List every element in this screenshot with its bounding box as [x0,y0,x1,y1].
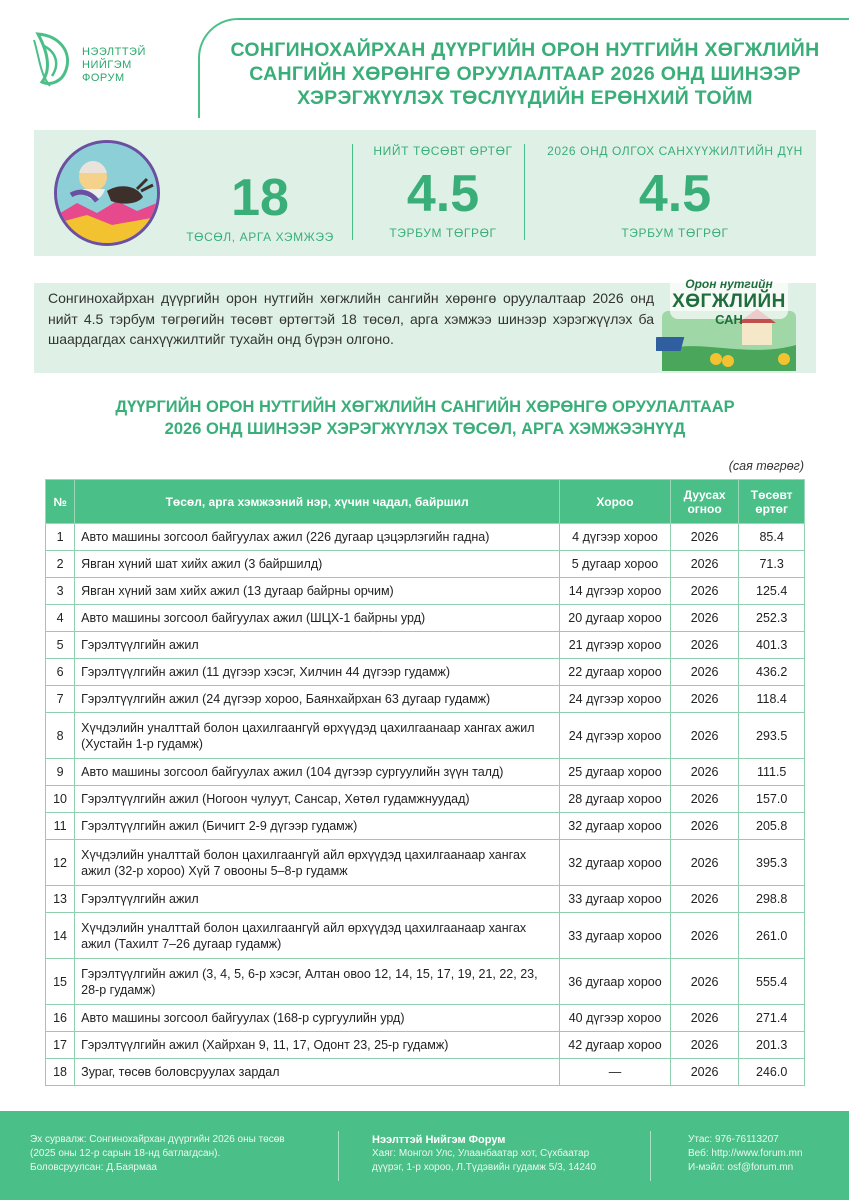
cell-end-year: 2026 [670,759,738,786]
cell-no: 14 [46,913,75,959]
table-row [46,786,805,813]
footer-source-line-1: Эх сурвалж: Сонгинохайрхан дүүргийн 2026 оны төсөв [30,1134,285,1145]
footer-source [30,1133,320,1175]
cell-no: 16 [46,1005,75,1032]
cell-project-name: Зураг, төсөв боловсруулах зардал [75,1059,560,1086]
development-fund-badge [656,271,802,373]
stat-divider [352,144,353,240]
cell-no: 9 [46,759,75,786]
cell-end-year: 2026 [670,959,738,1005]
cell-no: 10 [46,786,75,813]
cell-end-year: 2026 [670,551,738,578]
stat-budget-label: ТЭРБУМ ТӨГРӨГ [389,226,497,240]
cell-no: 7 [46,686,75,713]
stat-budget-caption: НИЙТ ТӨСӨВТ ӨРТӨГ [373,144,513,158]
cell-no: 3 [46,578,75,605]
cell-amount: 261.0 [739,913,805,959]
intro-box [34,277,816,373]
page-title-line-3: ХЭРЭГЖҮҮЛЭХ ТӨСЛҮҮДИЙН ЕРӨНХИЙ ТОЙМ [297,87,753,109]
cell-project-name: Авто машины зогсоол байгуулах ажил (ШЦХ-1 байрны урд) [75,605,560,632]
cell-project-name: Явган хүний зам хийх ажил (13 дугаар байрны орчим) [75,578,560,605]
footer-org-address-1: Хаяг: Монгол Улс, Улаанбаатар хот, Сүхбаатар [372,1148,590,1159]
footer-contacts [688,1133,838,1175]
intro-text: Сонгинохайрхан дүүргийн орон нутгийн хөгжлийн сангийн хөрөнгө оруулалтаар 2026 онд нийт 4.5 тэрбум төгрөгийн төсөвт өртөгтэй 18 төсөл, арга хэмжээ шинээр хэрэгжүүлэх ба шаардагдах санхүүжилтийг тухайн онд бүрэн олгоно. [48,290,654,347]
cell-khoroo: 4 дүгээр хороо [560,524,671,551]
cell-khoroo: 28 дугаар хороо [560,786,671,813]
cell-amount: 246.0 [739,1059,805,1086]
badge-line-2: ХӨГЖЛИЙН [672,291,786,312]
cell-project-name: Гэрэлтүүлгийн ажил [75,886,560,913]
page-title [220,38,830,110]
cell-khoroo: 32 дугаар хороо [560,840,671,886]
cell-no: 15 [46,959,75,1005]
footer-org-address-2: дүүрэг, 1-р хороо, Л.Түдэвийн гудамж 5/3, 14240 [372,1162,597,1173]
cell-amount: 201.3 [739,1032,805,1059]
table-body [46,524,805,1086]
stat-budget-value: 4.5 [406,165,480,223]
cell-end-year: 2026 [670,840,738,886]
cell-amount: 118.4 [739,686,805,713]
cell-end-year: 2026 [670,886,738,913]
brand-line-1: НЭЭЛТТЭЙ [82,46,146,58]
header-amount-line-2: өртөг [755,501,789,516]
cell-khoroo: 40 дүгээр хороо [560,1005,671,1032]
table-row [46,959,805,1005]
badge-line-1: Орон нутгийн [685,277,773,291]
cell-amount: 125.4 [739,578,805,605]
cell-project-name: Явган хүний шат хийх ажил (3 байршилд) [75,551,560,578]
table-row [46,578,805,605]
table-row [46,524,805,551]
cell-end-year: 2026 [670,786,738,813]
cell-project-name: Хүчдэлийн уналттай болон цахилгаангүй айл өрхүүдэд цахилгаанаар хангах ажил (32-р хороо) Хүй 7 овооны 5–8-р гудамж [75,840,560,886]
cell-no: 12 [46,840,75,886]
cell-khoroo: 5 дугаар хороо [560,551,671,578]
brand-line-2: НИЙГЭМ [82,59,132,71]
stat-budget [354,144,532,240]
cell-no: 5 [46,632,75,659]
cell-no: 11 [46,813,75,840]
table-row [46,1059,805,1086]
cell-end-year: 2026 [670,713,738,759]
stat-divider [524,144,525,240]
emblem-illustration-icon [57,143,157,243]
cell-end-year: 2026 [670,1059,738,1086]
cell-khoroo: — [560,1059,671,1086]
page-title-line-1: СОНГИНОХАЙРХАН ДҮҮРГИЙН ОРОН НУТГИЙН ХӨГЖЛИЙН [230,39,820,61]
table-row [46,913,805,959]
table-row [46,659,805,686]
cell-khoroo: 42 дугаар хороо [560,1032,671,1059]
stat-projects-value: 18 [231,169,289,227]
header-year-line-1: Дуусах [683,487,726,502]
header-amount-line-1: Төсөвт [750,487,793,502]
table-row [46,759,805,786]
cell-no: 8 [46,713,75,759]
cell-project-name: Гэрэлтүүлгийн ажил (Хайрхан 9, 11, 17, Одонт 23, 25-р гудамж) [75,1032,560,1059]
footer-divider [650,1131,651,1181]
cell-amount: 111.5 [739,759,805,786]
cell-amount: 71.3 [739,551,805,578]
section-title-line-2: 2026 ОНД ШИНЭЭР ХЭРЭГЖҮҮЛЭХ ТӨСӨЛ, АРГА ХЭМЖЭЭНҮҮД [164,420,686,438]
cell-end-year: 2026 [670,1005,738,1032]
cell-no: 1 [46,524,75,551]
cell-khoroo: 24 дүгээр хороо [560,713,671,759]
district-emblem [54,140,160,246]
table-row [46,1032,805,1059]
brand-line-3: ФОРУМ [82,72,125,84]
cell-khoroo: 33 дугаар хороо [560,886,671,913]
forum-leaf-icon [30,30,76,90]
table-header-row [46,480,805,524]
cell-end-year: 2026 [670,605,738,632]
table-row [46,886,805,913]
footer-org-name: Нээлттэй Нийгэм Форум [372,1134,506,1146]
cell-project-name: Авто машины зогсоол байгуулах (168-р сургуулийн урд) [75,1005,560,1032]
cell-khoroo: 25 дугаар хороо [560,759,671,786]
table-row [46,686,805,713]
cell-project-name: Авто машины зогсоол байгуулах ажил (104 дүгээр сургуулийн зүүн талд) [75,759,560,786]
cell-khoroo: 20 дугаар хороо [560,605,671,632]
cell-khoroo: 14 дүгээр хороо [560,578,671,605]
footer-web-link[interactable]: Веб: http://www.forum.mn [688,1148,803,1159]
footer-source-line-3: Боловсруулсан: Д.Баярмаа [30,1162,157,1173]
cell-amount: 252.3 [739,605,805,632]
cell-khoroo: 21 дүгээр хороо [560,632,671,659]
cell-amount: 395.3 [739,840,805,886]
cell-khoroo: 22 дугаар хороо [560,659,671,686]
cell-no: 4 [46,605,75,632]
cell-end-year: 2026 [670,1032,738,1059]
cell-amount: 401.3 [739,632,805,659]
cell-amount: 205.8 [739,813,805,840]
table-row [46,840,805,886]
table-row [46,1005,805,1032]
cell-project-name: Гэрэлтүүлгийн ажил [75,632,560,659]
cell-end-year: 2026 [670,659,738,686]
header-year [670,480,738,524]
stat-funding [534,144,816,240]
brand-logo [30,30,180,100]
cell-no: 2 [46,551,75,578]
cell-project-name: Гэрэлтүүлгийн ажил (Ногоон чулуут, Сансар, Хөтөл гудамжнуудад) [75,786,560,813]
cell-khoroo: 24 дүгээр хороо [560,686,671,713]
section-title-line-1: ДҮҮРГИЙН ОРОН НУТГИЙН ХӨГЖЛИЙН САНГИЙН ХӨРӨНГӨ ОРУУЛАЛТААР [115,398,735,416]
cell-amount: 271.4 [739,1005,805,1032]
cell-end-year: 2026 [670,578,738,605]
stats-band [34,130,816,256]
header-no: № [46,480,75,524]
cell-end-year: 2026 [670,524,738,551]
header-khoroo: Хороо [560,480,671,524]
stat-funding-label: ТЭРБУМ ТӨГРӨГ [621,226,729,240]
footer-divider [338,1131,339,1181]
table-row [46,551,805,578]
footer-email-link[interactable]: И-мэйл: osf@forum.mn [688,1162,794,1173]
table-row [46,632,805,659]
cell-khoroo: 32 дугаар хороо [560,813,671,840]
cell-khoroo: 33 дугаар хороо [560,913,671,959]
cell-end-year: 2026 [670,686,738,713]
cell-amount: 436.2 [739,659,805,686]
badge-line-3: САН [715,312,743,327]
stat-funding-value: 4.5 [638,165,712,223]
cell-amount: 85.4 [739,524,805,551]
header-amount [739,480,805,524]
cell-khoroo: 36 дугаар хороо [560,959,671,1005]
footer-org [372,1133,642,1175]
cell-no: 13 [46,886,75,913]
footer-phone: Утас: 976-76113207 [688,1134,779,1145]
footer-source-line-2: (2025 оны 12-р сарын 18-нд батлагдсан). [30,1148,221,1159]
footer [0,1111,849,1200]
cell-end-year: 2026 [670,813,738,840]
cell-project-name: Авто машины зогсоол байгуулах ажил (226 дугаар цэцэрлэгийн гадна) [75,524,560,551]
cell-no: 18 [46,1059,75,1086]
header-year-line-2: огноо [687,501,722,516]
cell-project-name: Гэрэлтүүлгийн ажил (11 дүгээр хэсэг, Хилчин 44 дүгээр гудамж) [75,659,560,686]
cell-amount: 298.8 [739,886,805,913]
cell-project-name: Хүчдэлийн уналттай болон цахилгаангүй өрхүүдэд цахилгаанаар хангах ажил (Хустайн 1-р гудамж) [75,713,560,759]
unit-note: (сая төгрөг) [728,459,804,473]
table-row [46,813,805,840]
stat-funding-caption: 2026 ОНД ОЛГОХ САНХҮҮЖИЛТИЙН ДҮН [547,144,803,158]
brand-name [82,46,146,85]
cell-no: 6 [46,659,75,686]
section-title [60,396,790,440]
cell-amount: 555.4 [739,959,805,1005]
cell-amount: 157.0 [739,786,805,813]
cell-amount: 293.5 [739,713,805,759]
projects-table [45,479,805,1086]
cell-project-name: Гэрэлтүүлгийн ажил (Бичигт 2-9 дүгээр гудамж) [75,813,560,840]
header-name: Төсөл, арга хэмжээний нэр, хүчин чадал, байршил [75,480,560,524]
stat-projects [160,170,360,244]
cell-project-name: Гэрэлтүүлгийн ажил (3, 4, 5, 6-р хэсэг, Алтан овоо 12, 14, 15, 17, 19, 21, 22, 23, 28-р гудамж) [75,959,560,1005]
table-row [46,713,805,759]
cell-no: 17 [46,1032,75,1059]
table-row [46,605,805,632]
cell-end-year: 2026 [670,632,738,659]
cell-project-name: Хүчдэлийн уналттай болон цахилгаангүй айл өрхүүдэд цахилгаанаар хангах ажил (Тахилт 7–26 дугаар гудамж) [75,913,560,959]
cell-end-year: 2026 [670,913,738,959]
cell-project-name: Гэрэлтүүлгийн ажил (24 дүгээр хороо, Баянхайрхан 63 дугаар гудамж) [75,686,560,713]
page-title-line-2: САНГИЙН ХӨРӨНГӨ ОРУУЛАЛТААР 2026 ОНД ШИНЭЭР [249,63,801,85]
stat-projects-label: ТӨСӨЛ, АРГА ХЭМЖЭЭ [186,230,334,244]
